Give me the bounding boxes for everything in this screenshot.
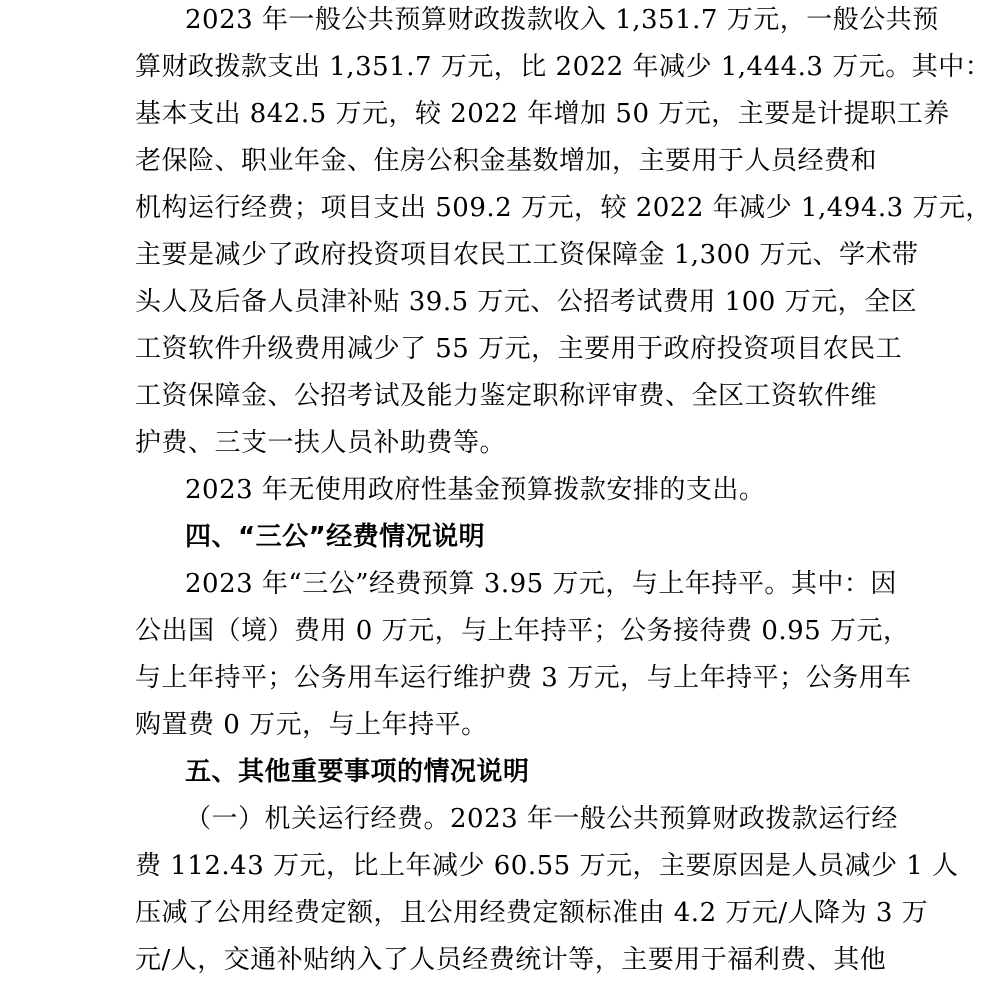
paragraph-line: 2023 年无使用政府性基金预算拨款安排的支出。 bbox=[185, 475, 766, 505]
paragraph-line: 老保险、职业年金、住房公积金基数增加，主要用于人员经费和 bbox=[135, 146, 878, 176]
paragraph-line: 工资软件升级费用减少了 55 万元，主要用于政府投资项目农民工 bbox=[135, 334, 903, 364]
paragraph-line: 主要是减少了政府投资项目农民工工资保障金 1,300 万元、学术带 bbox=[135, 240, 919, 270]
paragraph-line: 与上年持平；公务用车运行维护费 3 万元，与上年持平；公务用车 bbox=[135, 663, 912, 693]
paragraph-line: 费 112.43 万元，比上年减少 60.55 万元，主要原因是人员减少 1 人 bbox=[135, 851, 959, 881]
paragraph-line: 元/人，交通补贴纳入了人员经费统计等，主要用于福利费、其他 bbox=[135, 945, 887, 975]
paragraph-line: 头人及后备人员津补贴 39.5 万元、公招考试费用 100 万元，全区 bbox=[135, 287, 918, 317]
paragraph-line: 2023 年“三公”经费预算 3.95 万元，与上年持平。其中：因 bbox=[185, 569, 897, 599]
paragraph-line: 工资保障金、公招考试及能力鉴定职称评审费、全区工资软件维 bbox=[135, 381, 878, 411]
section-heading: 四、“三公”经费情况说明 bbox=[185, 522, 486, 552]
paragraph-line: 公出国（境）费用 0 万元，与上年持平；公务接待费 0.95 万元， bbox=[135, 616, 910, 646]
paragraph-line: 压减了公用经费定额，且公用经费定额标准由 4.2 万元/人降为 3 万 bbox=[135, 898, 929, 928]
paragraph-line: 基本支出 842.5 万元，较 2022 年增加 50 万元，主要是计提职工养 bbox=[135, 99, 950, 129]
paragraph-line: （一）机关运行经费。2023 年一般公共预算财政拨款运行经 bbox=[185, 804, 898, 834]
paragraph-line: 算财政拨款支出 1,351.7 万元，比 2022 年减少 1,444.3 万元。其中： bbox=[135, 52, 992, 82]
paragraph-line: 购置费 0 万元，与上年持平。 bbox=[135, 710, 488, 740]
paragraph-line: 机构运行经费；项目支出 509.2 万元，较 2022 年减少 1,494.3 万元， bbox=[135, 193, 992, 223]
paragraph-line: 护费、三支一扶人员补助费等。 bbox=[135, 428, 507, 458]
section-heading: 五、其他重要事项的情况说明 bbox=[185, 757, 530, 787]
paragraph-line: 2023 年一般公共预算财政拨款收入 1,351.7 万元，一般公共预 bbox=[185, 5, 939, 35]
